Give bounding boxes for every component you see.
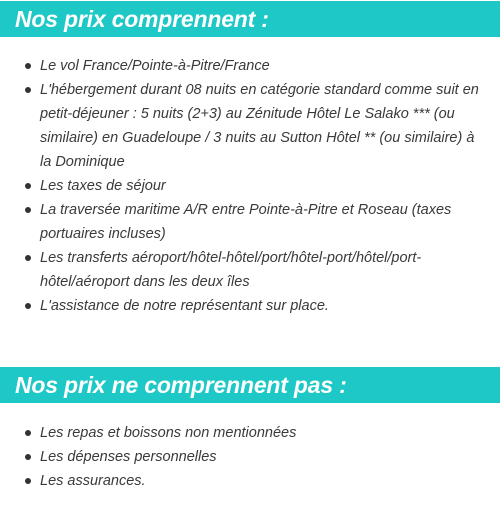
list-item xyxy=(0,246,500,294)
bullet-icon xyxy=(25,87,31,93)
list-item-text: L'hébergement durant 08 nuits en catégorie standard comme suit en petit-déjeuner : 5 nuits (2+3) au Zénitude Hôtel Le Salako *** (ou similaire) en Guadeloupe / 3 nuits au Sutton Hôtel ** (ou similaire) à la Dominique xyxy=(40,82,479,170)
list-item xyxy=(0,78,500,174)
bullet-icon xyxy=(25,255,31,261)
list-item-text: L'assistance de notre représentant sur place. xyxy=(40,298,329,314)
list-item xyxy=(0,469,500,493)
bullet-icon xyxy=(25,207,31,213)
list-item-text: Les taxes de séjour xyxy=(40,178,166,194)
list-item xyxy=(0,445,500,469)
included-section-title: Nos prix comprennent : xyxy=(0,1,500,37)
excluded-list xyxy=(0,421,500,493)
list-item xyxy=(0,54,500,78)
list-item-text: Les dépenses personnelles xyxy=(40,449,217,465)
bullet-icon xyxy=(25,430,31,436)
bullet-icon xyxy=(25,303,31,309)
list-item-text: Les assurances. xyxy=(40,473,146,489)
bullet-icon xyxy=(25,63,31,69)
excluded-section-title: Nos prix ne comprennent pas : xyxy=(0,367,500,403)
list-item xyxy=(0,174,500,198)
bullet-icon xyxy=(25,478,31,484)
list-item-text: La traversée maritime A/R entre Pointe-à-Pitre et Roseau (taxes portuaires incluses) xyxy=(40,202,452,242)
list-item xyxy=(0,294,500,318)
list-item-text: Les repas et boissons non mentionnées xyxy=(40,425,297,441)
included-list xyxy=(0,54,500,318)
list-item xyxy=(0,198,500,246)
list-item-text: Le vol France/Pointe-à-Pitre/France xyxy=(40,58,270,74)
bullet-icon xyxy=(25,454,31,460)
bullet-icon xyxy=(25,183,31,189)
list-item xyxy=(0,421,500,445)
list-item-text: Les transferts aéroport/hôtel-hôtel/port/hôtel-port/hôtel/port-hôtel/aéroport dans les deux îles xyxy=(40,250,422,290)
